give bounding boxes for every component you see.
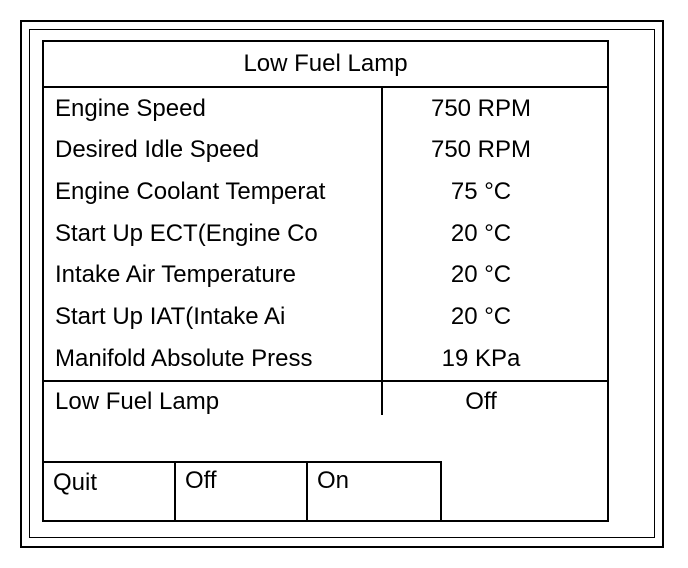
data-row <box>44 130 607 170</box>
data-row <box>44 339 607 379</box>
data-row-label: Engine Coolant Temperat <box>55 178 326 205</box>
data-row-label: Intake Air Temperature <box>55 261 297 288</box>
screen-title: Low Fuel Lamp <box>44 42 607 88</box>
data-row-value: 20 °C <box>450 220 512 247</box>
control-row-state: Off <box>465 388 497 415</box>
data-row-value: 20 °C <box>450 261 512 288</box>
data-row-value: 750 RPM <box>430 136 532 163</box>
off-button[interactable] <box>176 463 308 522</box>
data-row-label: Desired Idle Speed <box>55 136 260 163</box>
control-row-label: Low Fuel Lamp <box>55 388 220 415</box>
data-row-label: Engine Speed <box>55 95 206 122</box>
data-row <box>44 172 607 212</box>
data-row <box>44 89 607 129</box>
data-row-value: 750 RPM <box>430 95 532 122</box>
data-row-value: 75 °C <box>450 178 512 205</box>
control-row <box>44 382 607 422</box>
scan-tool-screen <box>42 40 609 522</box>
data-row-label: Start Up IAT(Intake Ai <box>55 303 286 330</box>
quit-button[interactable] <box>44 463 176 522</box>
quit-button-label: Quit <box>53 469 98 496</box>
softkey-bar <box>44 461 442 522</box>
data-row <box>44 297 607 337</box>
data-row-label: Start Up ECT(Engine Co <box>55 220 318 247</box>
data-row <box>44 255 607 295</box>
on-button[interactable] <box>308 463 438 522</box>
data-row <box>44 214 607 254</box>
data-row-label: Manifold Absolute Press <box>55 345 313 372</box>
data-row-value: 20 °C <box>450 303 512 330</box>
off-button-label: Off <box>185 467 217 494</box>
on-button-label: On <box>317 467 350 494</box>
data-row-value: 19 KPa <box>441 345 521 372</box>
